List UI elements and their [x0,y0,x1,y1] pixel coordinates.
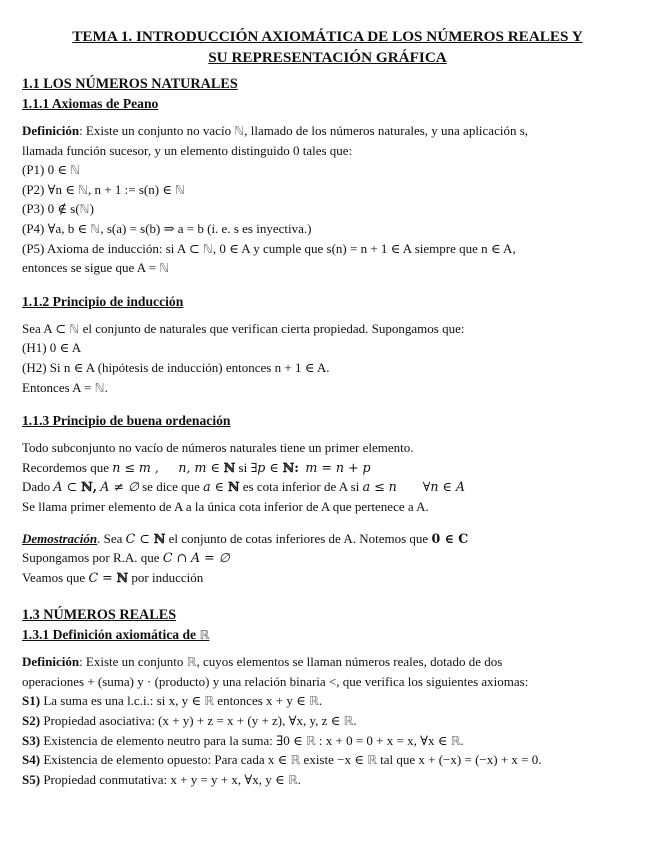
heading-induccion: 1.1.2 Principio de inducción [22,293,184,309]
axiom-s4: S4) Existencia de elemento opuesto: Para cada x ∈ ℝ existe −x ∈ ℝ tal que x + (−x) = (−x) + x = 0. [22,752,542,768]
recordemos-line: Recordemos que n ≤ m , n, m ∈ ℕ si ∃p ∈ ℕ: m = n + p [22,459,371,475]
document-title [32,26,623,68]
heading-naturales: 1.1 LOS NÚMEROS NATURALES [22,76,238,92]
peano-definition-line2: llamada función sucesor, y un elemento distinguido 0 tales que: [22,142,353,158]
induccion-conclusion: Entonces A = ℕ. [22,379,108,395]
induccion-intro: Sea A ⊂ ℕ el conjunto de naturales que verifican cierta propiedad. Supongamos que: [22,320,465,336]
axiom-s3: S3) Existencia de elemento neutro para la suma: ∃0 ∈ ℝ : x + 0 = 0 + x = x, ∀x ∈ ℝ. [22,732,464,748]
axiom-p5: (P5) Axioma de inducción: si A ⊂ ℕ, 0 ∈ A y cumple que s(n) = n + 1 ∈ A siempre que n ∈ A, [22,240,516,256]
axiom-p2: (P2) ∀n ∈ ℕ, n + 1 := s(n) ∈ ℕ [22,181,186,197]
axiom-p4: (P4) ∀a, b ∈ ℕ, s(a) = s(b) ⇒ a = b (i. e. s es inyectiva.) [22,220,312,236]
hypothesis-h2: (H2) Si n ∈ A (hipótesis de inducción) entonces n + 1 ∈ A. [22,359,330,375]
axiom-s2: S2) Propiedad asociativa: (x + y) + z = x + (y + z), ∀x, y, z ∈ ℝ. [22,713,357,729]
cota-inferior-line: Dado A ⊂ ℕ, A ≠ ∅ se dice que a ∈ ℕ es cota inferior de A si a ≤ n ∀n ∈ A [22,479,465,495]
hypothesis-h1: (H1) 0 ∈ A [22,340,82,356]
buena-ordenacion-statement: Todo subconjunto no vacío de números naturales tiene un primer elemento. [22,440,414,456]
demostracion-line1: Demostración. Sea C ⊂ ℕ el conjunto de cotas inferiores de A. Notemos que 0 ∈ C [22,530,469,546]
peano-definition: Definición: Existe un conjunto no vacío ℕ, llamado de los números naturales, y una aplicación s, [22,123,529,138]
axiom-s5: S5) Propiedad conmutativa: x + y = y + x, ∀x, y ∈ ℝ. [22,771,301,787]
reales-definition: Definición: Existe un conjunto ℝ, cuyos elementos se llaman números reales, dotado de dos [22,654,503,670]
axiom-p5-line2: entonces se sigue que A = ℕ [22,260,170,276]
reales-definition-line2: operaciones + (suma) y · (producto) y una relación binaria <, que verifica los siguientes axiomas: [22,673,529,689]
primer-elemento-line: Se llama primer elemento de A a la única cota inferior de A que pertenece a A. [22,498,429,514]
heading-buena-ordenacion: 1.1.3 Principio de buena ordenación [22,413,231,429]
axiom-s1: S1) La suma es una l.c.i.: si x, y ∈ ℝ entonces x + y ∈ ℝ. [22,693,323,709]
demostracion-line3: Veamos que C = ℕ por inducción [22,569,204,585]
heading-reales: 1.3 NÚMEROS REALES [22,607,177,624]
title-line-2: SU REPRESENTACIÓN GRÁFICA [208,49,447,66]
heading-definicion-axiomatica: 1.3.1 Definición axiomática de ℝ [22,627,210,643]
heading-peano: 1.1.1 Axiomas de Peano [22,96,159,111]
axiom-p1: (P1) 0 ∈ ℕ [22,162,81,178]
axiom-p3: (P3) 0 ∉ s(ℕ) [22,201,94,217]
title-line-1: TEMA 1. INTRODUCCIÓN AXIOMÁTICA DE LOS NÚMEROS REALES Y [72,28,583,45]
demostracion-line2: Supongamos por R.A. que C ∩ A = ∅ [22,550,230,566]
